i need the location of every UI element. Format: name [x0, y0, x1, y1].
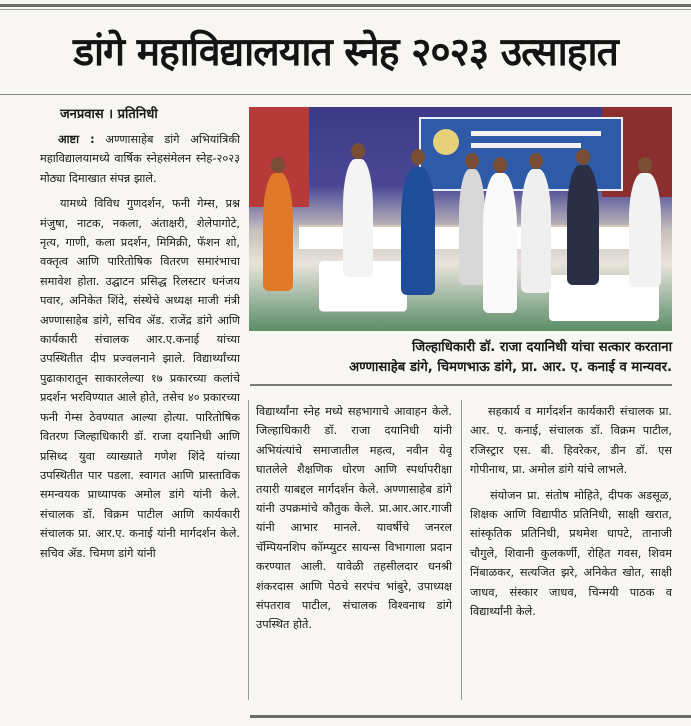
article-paragraph: सहकार्य व मार्गदर्शन कार्यकारी संचालक प्रा. आर. ए. कनाई, संचालक डॉ. विक्रम पाटील, रजिस्ट्रार एस. बी. हिवरेकर, डीन डॉ. एस गोपीनाथ, प्रा. अमोल डांगे यांचे लाभले. [470, 405, 672, 477]
dateline: आष्टा : [58, 133, 95, 146]
byline: जनप्रवास । प्रतिनिधी [60, 107, 158, 122]
person-figure [343, 159, 373, 277]
caption-line-2: अण्णासाहेब डांगे, चिमणभाऊ डांगे, प्रा. आर. ए. कनाई व मान्यवर. [349, 360, 672, 375]
article-column-3 [470, 402, 672, 700]
person-figure [629, 173, 661, 287]
intro-text: अण्णासाहेब डांगे अभियांत्रिकी महाविद्यालयामध्ये वार्षिक स्नेहसंमेलन स्नेह-२०२३ मोठ्या दिमाखात संपन्न झाले. [40, 133, 240, 185]
column-divider [248, 400, 249, 700]
person-head [351, 143, 365, 159]
person-figure [521, 169, 551, 293]
person-head [411, 149, 425, 165]
person-head [638, 157, 652, 173]
person-head [493, 157, 507, 173]
article-paragraph: यामध्ये विविध गुणदर्शन, फनी गेम्स, प्रश्न मंजुषा, नाटक, नकला, अंताक्षरी, शेलेपागोटे, नृत्य, गाणी, कला प्रदर्शन, मिमिक्री, फॅशन शो, वक्तृत्व आणि पारितोषिक वितरण समारंभाचा समावेश होता. उद्घाटन प्रसिद्ध रिलस्टार धनंजय पवार, अनिकेत शिंदे, संस्थेचे अध्यक्ष माजी मंत्री अण्णासाहेब डांगे, सचिव ॲड. राजेंद्र डांगे आणि कार्यकारी संचालक आर.ए.कनाई यांच्या उपस्थितीत दीप प्रज्वलनाने झाले. विद्यार्थ्यांच्या पुढाकारातून साकारलेल्या १७ प्रकारच्या कलांचे प्रदर्शन भरविण्यात आले होते, तसेच ४० प्रकारच्या फनी गेम्स ठेवण्यात आल्या होत्या. पारितोषिक वितरण जिल्हाधिकारी डॉ. राजा दयानिधी आणि प्रसिध्द युवा व्याख्याते गणेश शिंदे यांच्या उपस्थितीत पार पडला. स्वागत आणि प्रास्ताविक समन्वयक प्राध्यापक अमोल डांगे यांनी केले. संचालक डॉ. विक्रम पाटील आणि कार्यकारी संचालक प्रा. आर.ए. कनाई यांनी मार्गदर्शन केले. सचिव ॲड. चिमण डांगे यांनी [40, 197, 240, 560]
banner-line [471, 131, 601, 136]
person-figure [263, 173, 293, 291]
article-paragraph: विद्यार्थ्यांना स्नेह मध्ये सहभागाचे आवाहन केले. जिल्हाधिकारी डॉ. राजा दयानिधी यांनी अभियंत्यांचे समाजातील महत्व, नवीन येवू घातलेले शैक्षणिक धोरण आणि स्पर्धापरीक्षा तयारी याबद्दल मार्गदर्शन केले. अण्णासाहेब डांगे यांनी उपक्रमांचे कौतुक केले. प्रा.आर.आर.गाजी यांनी आभार मानले. यावर्षीचे जनरल चॅम्पियनशिप कॉम्प्युटर सायन्स विभागाला प्रदान करण्यात आली. यावेळी तहसीलदार धनश्री शंकरदास आणि पेठचे सरपंच भांबुरे, उपाध्यक्ष संपतराव पाटील, संचालक विश्वनाथ डांगे उपस्थित होते. [256, 405, 452, 632]
person-figure [567, 165, 599, 285]
headline-rule [0, 94, 691, 95]
article-column-1 [40, 130, 240, 700]
bottom-rule [250, 715, 691, 718]
person-head [529, 153, 543, 169]
caption-rule [250, 384, 672, 386]
column-divider [461, 400, 462, 700]
headline: डांगे महाविद्यालयात स्नेह २०२३ उत्साहात [73, 30, 618, 75]
person-head [271, 157, 285, 173]
top-rule-thin [0, 9, 691, 10]
person-figure [459, 169, 485, 285]
article-paragraph: संयोजन प्रा. संतोष मोहिते, दीपक अडसूळ, शिक्षक आणि विद्यापीठ प्रतिनिधी, साक्षी खरात, सांस्कृतिक प्रतिनिधी, प्रथमेश धापटे, तानाजी चौगुले, शिवानी कुलकर्णी, रोहित गवस, शिवम निंबाळकर, सत्यजित झरे, अनिकेत खोत, साक्षी जाधव, संस्कार जाधव, चिन्मयी पाठक व विद्यार्थ्यांनी केले. [470, 488, 672, 619]
person-head [576, 149, 590, 165]
top-rule [0, 4, 691, 7]
person-head [465, 153, 479, 169]
caption-line-1: जिल्हाधिकारी डॉ. राजा दयानिधी यांचा सत्कार करताना [412, 340, 672, 355]
event-photo [249, 107, 672, 331]
banner-line [471, 143, 581, 148]
article-paragraph [40, 130, 240, 188]
person-figure [401, 167, 435, 295]
college-logo-icon [433, 129, 459, 155]
person-figure [483, 173, 517, 313]
photo-caption [260, 338, 672, 378]
article-column-2 [256, 402, 452, 700]
